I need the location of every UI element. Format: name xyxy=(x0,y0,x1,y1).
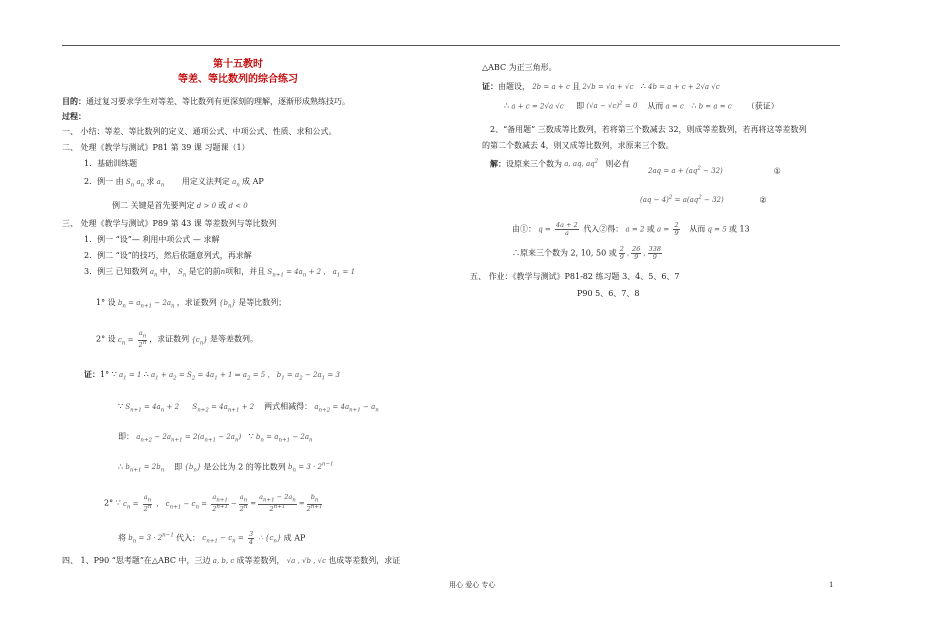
backup-question-line-1: 2、“备用题” 三数成等比数列，若将第三个数减去 32，则成等差数列，若再将这等差数列 xyxy=(490,125,807,134)
proof-5: 2° ∵ $c_n$ = $\frac{a_n}{2^n}$ ， $c_{n+1} - c_n$ = $\frac{a_{n+1}}{2^{n+1}}$ − $\frac{a_n}{2^n}$ = $\frac{a_{n+1} - 2a_n}{2^{n+1}}$ = $\frac{b_n}{2^{n+1}}$ xyxy=(104,493,323,514)
proof-1: 证：1° ∵ $a_1 = 1$ ∴ $a_1 + a_2 = S_2 = 4a_1 + 1$ ⇒ $a_2 = 5$ ， $b_1 = a_2 - 2a_1 = 3$ xyxy=(84,369,340,382)
proof-2: ∵ $S_{n+1} = 4a_n + 2$ $S_{n+2} = 4a_{n+1} + 2$ 两式相减得： $a_{n+2} = 4a_{n+1} - a_n$ xyxy=(118,402,379,414)
section-2-example-2: 例二 关键是首先要判定 d > 0 或 d < 0 xyxy=(112,201,248,210)
section-3-item-1: 1．例一 “设”— 利用中项公式 — 求解 xyxy=(84,235,220,244)
right-proof-1: 证：由题设， 2b = a + c 且 2√b = √a + √c ∴ 4b = a + c + 2√a √c xyxy=(482,81,720,91)
section-3: 三、 处理《教学与测试》P89 第 43 课 等差数列与等比数列 xyxy=(62,219,277,228)
proof-3: 即： $a_{n+2} - 2a_{n+1} = 2(a_{n+1} - 2a_n)$ ∵ $b_n = a_{n+1} - 2a_n$ xyxy=(118,432,313,444)
right-triangle-line: △ABC 为正三角形。 xyxy=(482,63,557,72)
aim-text: 通过复习要求学生对等差、等比数列有更深刻的理解，逐渐形成熟练技巧。 xyxy=(86,97,350,106)
aim-line xyxy=(62,97,350,107)
aim-label: 目的： xyxy=(62,96,86,106)
section-1: 一、 小结：等差、等比数列的定义、通项公式、中项公式、性质、求和公式。 xyxy=(62,127,337,136)
section-4: 四、 1、P90 “思考题”在△ABC 中，三边 a, b, c 成等差数列， √a , √b , √c 也成等差数列，求证 xyxy=(62,556,401,565)
equation-1: $2aq = a + (aq^2 - 32)$ ① xyxy=(648,166,781,176)
proof-6: 将 $b_n = 3 \cdot 2^{n-1}$ 代入： $c_{n+1} - c_n$ = $\frac{3}{4}$ ∴ $\{c_n\}$ 成 AP xyxy=(118,530,306,546)
footer-slogan: 用心 爱心 专心 xyxy=(449,581,496,589)
backup-question-line-2: 的第二个数减去 4，则又成等比数列，求原来三个数。 xyxy=(482,141,674,150)
answer-line: ∴原来三个数为 2, 10, 50 或 $\frac{2}{9}$ , $\frac{26}{9}$ , $\frac{338}{9}$ xyxy=(512,245,662,261)
proof-4: ∴ $b_{n+1} = 2b_n$ 即 $\{b_n\}$ 是公比为 2 的等比数列 $b_n = 3 \cdot 2^{n-1}$ xyxy=(118,462,334,474)
section-2-item-1: 1．基础训练题 xyxy=(84,159,138,168)
lesson-subtitle: 等差、等比数列的综合练习 xyxy=(178,74,298,85)
question-1: 1° 设 $b_n = a_{n+1} - 2a_n$ ，求证数列 $\{b_n\}$ 是等比数列； xyxy=(96,298,287,310)
derivation-line: 由①： q = $\frac{4a + 2}{a}$ 代入②得： a = 2 或 a = $\frac{2}{9}$ 从而 q = 5 或 13 xyxy=(512,221,750,237)
section-3-item-3: 3．例三 已知数列 $a_n$ 中， $S_n$ 是它的前n项和，并且 $S_{n+1} = 4a_n + 2$ ， $a_1 = 1$ xyxy=(84,267,356,279)
process-label: 过程： xyxy=(62,111,86,121)
question-2: 2° 设 $c_n$ = $\frac{a_n}{2^n}$ ，求证数列 $\{c_n\}$ 是等差数列。 xyxy=(96,329,258,350)
right-proof-2: ∴ a + c = 2√a √c 即 $(√a - √c)^2 = 0$ 从而 a = c ∴ b = a = c （获证） xyxy=(504,101,779,111)
section-2: 二、 处理《教学与测试》P81 第 39 课 习题课（1） xyxy=(62,143,250,152)
equation-2-marker: ② xyxy=(759,195,767,205)
page-number: 1 xyxy=(829,581,834,589)
homework-line-1: 五、 作业：《教学与测试》P81-82 练习题 3、4、5、6、7 xyxy=(470,272,680,281)
homework-line-2: P90 5、6、7、8 xyxy=(577,289,640,298)
section-2-item-2: 2．例一 由 $S_n$ $a_n$ 求 $a_n$ 用定义法判定 $a_n$ 成 AP xyxy=(84,177,264,189)
equation-2: $(aq - 4)^2 = a(aq^2 - 32)$ ② xyxy=(640,195,767,205)
equation-1-marker: ① xyxy=(773,166,781,176)
header-rule xyxy=(62,45,840,46)
section-3-item-2: 2．例二 “设”的技巧，然后依题意列式，再求解 xyxy=(84,251,252,260)
lesson-title: 第十五教时 xyxy=(213,59,263,70)
solution-line-1: 解：设原来三个数为 a, aq, $aq^2$ 则必有 xyxy=(490,158,630,169)
